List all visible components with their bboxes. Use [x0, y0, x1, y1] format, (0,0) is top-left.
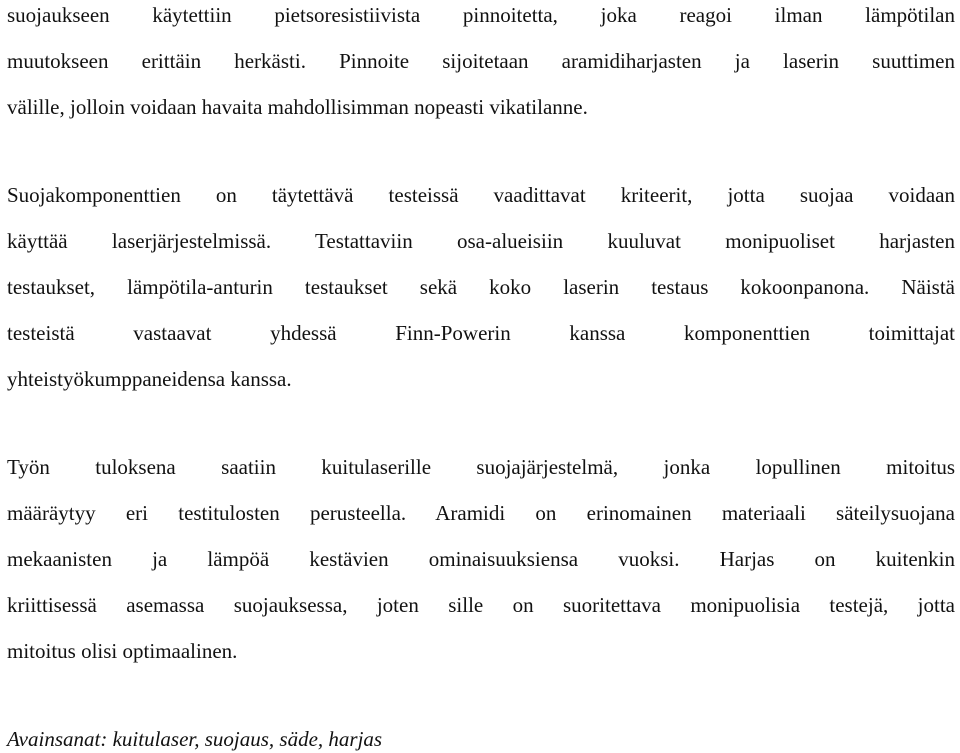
text-line: kriittisessä asemassa suojauksessa, joten sille on suoritettava monipuolisia testejä, jotta	[7, 593, 955, 617]
keywords-line: Avainsanat: kuitulaser, suojaus, säde, harjas	[7, 727, 383, 751]
text-line: Työn tuloksena saatiin kuitulaserille suojajärjestelmä, jonka lopullinen mitoitus	[7, 455, 955, 479]
text-line: mekaanisten ja lämpöä kestävien ominaisuuksiensa vuoksi. Harjas on kuitenkin	[7, 547, 955, 571]
text-line: yhteistyökumppaneidensa kanssa.	[7, 367, 292, 391]
text-line: käyttää laserjärjestelmissä. Testattaviin osa-alueisiin kuuluvat monipuoliset harjasten	[7, 229, 955, 253]
text-line: testaukset, lämpötila-anturin testaukset sekä koko laserin testaus kokoonpanona. Näistä	[7, 275, 955, 299]
text-line: välille, jolloin voidaan havaita mahdollisimman nopeasti vikatilanne.	[7, 95, 588, 119]
text-line: Suojakomponenttien on täytettävä testeissä vaadittavat kriteerit, jotta suojaa voidaan	[7, 183, 955, 207]
text-line: muutokseen erittäin herkästi. Pinnoite sijoitetaan aramidiharjasten ja laserin suuttimen	[7, 49, 955, 73]
text-line: testeistä vastaavat yhdessä Finn-Powerin kanssa komponenttien toimittajat	[7, 321, 955, 345]
text-line: määräytyy eri testitulosten perusteella. Aramidi on erinomainen materiaali säteilysuojana	[7, 501, 955, 525]
text-line: suojaukseen käytettiin pietsoresistiivista pinnoitetta, joka reagoi ilman lämpötilan	[7, 3, 955, 27]
text-line: mitoitus olisi optimaalinen.	[7, 639, 238, 663]
